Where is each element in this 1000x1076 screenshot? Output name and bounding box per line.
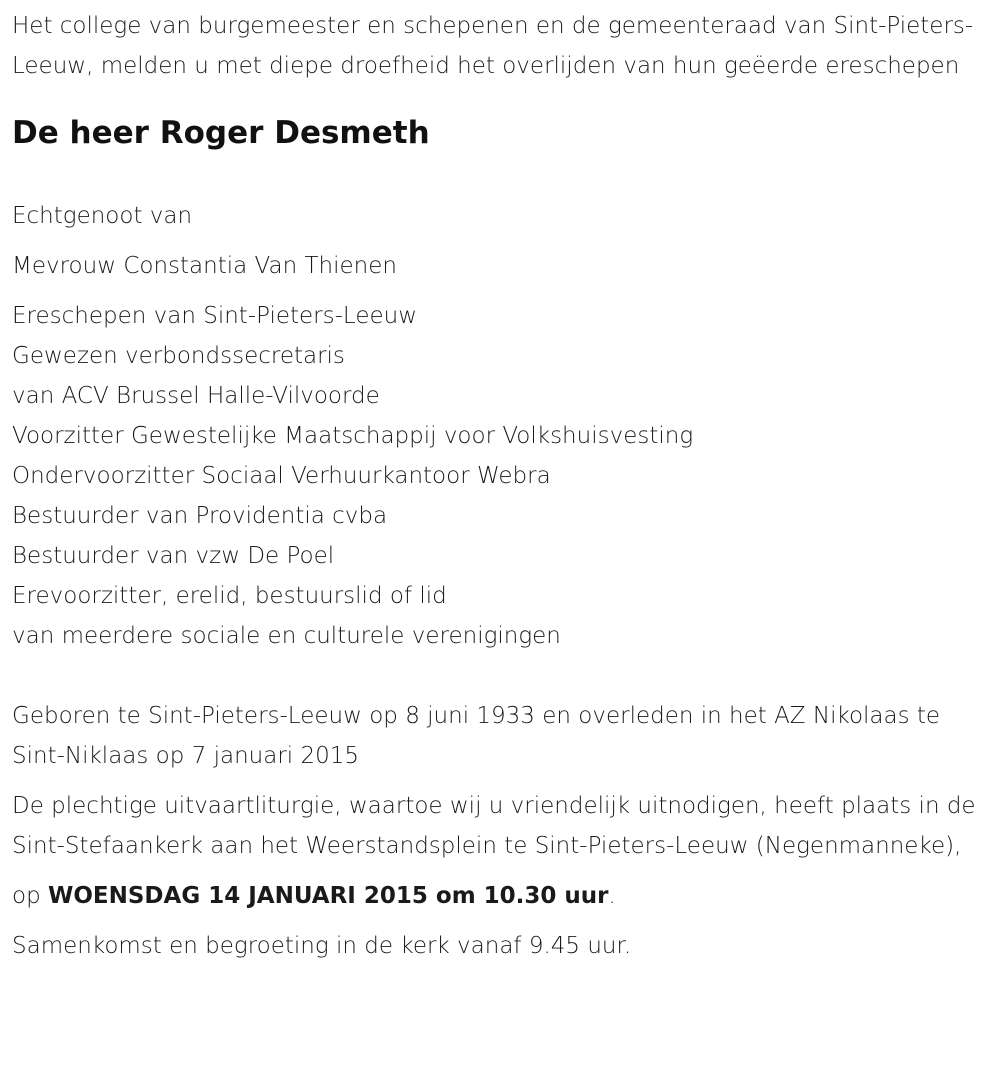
function-item: Gewezen verbondssecretaris [12, 343, 345, 369]
function-item: Ereschepen van Sint-Pieters-Leeuw [12, 303, 418, 329]
funeral-date [12, 876, 988, 916]
function-item: Erevoorzitter, erelid, bestuurslid of lid [12, 583, 447, 609]
function-item: van meerdere sociale en culturele verenigingen [12, 623, 561, 649]
function-item: Bestuurder van vzw De Poel [12, 543, 335, 569]
functions-list [12, 296, 988, 656]
function-item: Bestuurder van Providentia cvba [12, 503, 388, 529]
function-item: van ACV Brussel Halle-Vilvoorde [12, 383, 380, 409]
date-suffix: . [608, 883, 616, 909]
function-item: Voorzitter Gewestelijke Maatschappij voor Volkshuisvesting [12, 423, 694, 449]
date-bold: WOENSDAG 14 JANUARI 2015 om 10.30 uur [47, 883, 609, 909]
spouse-name: Mevrouw Constantia Van Thienen [12, 253, 397, 279]
spouse-label: Echtgenoot van [12, 203, 193, 229]
intro-text: Het college van burgemeester en schepenen en de gemeenteraad van Sint-Pieters-Leeuw, melden u met diepe droefheid het overlijden van hun geëerde ereschepen [12, 13, 974, 79]
birth-death-text: Geboren te Sint-Pieters-Leeuw op 8 juni 1933 en overleden in het AZ Nikolaas te Sint-Niklaas op 7 januari 2015 [12, 703, 941, 769]
funeral-text: De plechtige uitvaartliturgie, waartoe wij u vriendelijk uitnodigen, heeft plaats in de Sint-Stefaankerk aan het Weerstandsplein te Sint-Pieters-Leeuw (Negenmanneke), [12, 793, 976, 859]
gathering-text: Samenkomst en begroeting in de kerk vanaf 9.45 uur. [12, 933, 632, 959]
function-item: Ondervoorzitter Sociaal Verhuurkantoor Webra [12, 463, 551, 489]
date-prefix: op [12, 883, 41, 909]
deceased-name: De heer Roger Desmeth [12, 115, 430, 151]
